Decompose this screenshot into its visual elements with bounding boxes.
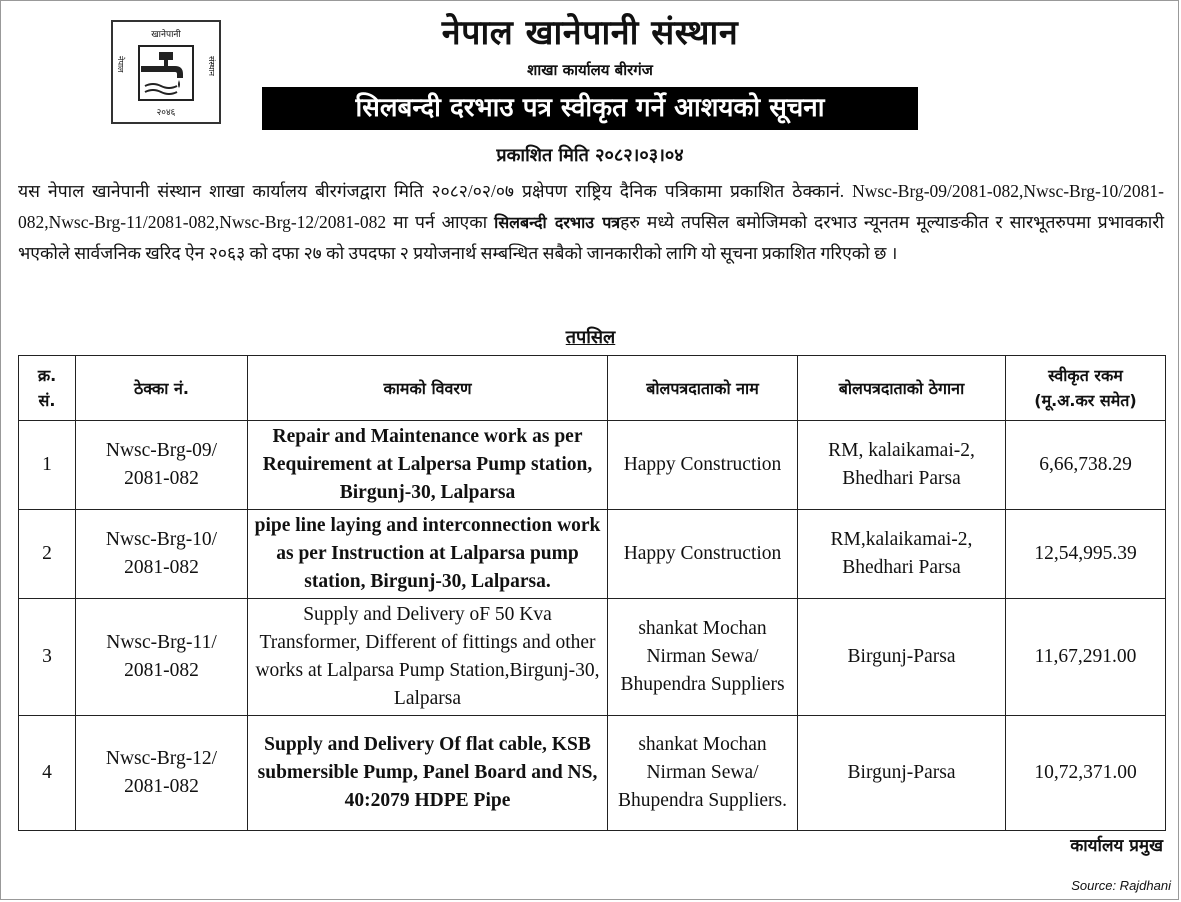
cell-amount: 11,67,291.00 (1006, 599, 1166, 716)
table-row (19, 421, 1166, 510)
header-sn: क्र. सं. (19, 356, 76, 421)
cell-amount: 12,54,995.39 (1006, 510, 1166, 599)
signature-office-chief: कार्यालय प्रमुख (1070, 836, 1163, 856)
cell-description: Supply and Delivery Of flat cable, KSB submersible Pump, Panel Board and NS, 40:2079 HDPE Pipe (248, 716, 608, 831)
logo-left-text: नेपाल (116, 56, 125, 73)
cell-bidder-name: Happy Construction (608, 421, 798, 510)
branch-office: शाखा कार्यालय बीरगंज (527, 61, 653, 79)
cell-contract-no: Nwsc-Brg-10/ 2081-082 (76, 510, 248, 599)
notice-body (18, 176, 1164, 269)
logo-right-text: संस्थान (207, 56, 216, 76)
cell-sn: 4 (19, 716, 76, 831)
cell-contract-no: Nwsc-Brg-12/ 2081-082 (76, 716, 248, 831)
cell-bidder-name: shankat Mochan Nirman Sewa/ Bhupendra Suppliers. (608, 716, 798, 831)
cell-sn: 2 (19, 510, 76, 599)
cell-bidder-address: Birgunj-Parsa (798, 716, 1006, 831)
water-tap-icon (135, 42, 197, 104)
header-description: कामको विवरण (248, 356, 608, 421)
cell-amount: 10,72,371.00 (1006, 716, 1166, 831)
table-row (19, 510, 1166, 599)
header-bidder-name: बोलपत्रदाताको नाम (608, 356, 798, 421)
header-bidder-address: बोलपत्रदाताको ठेगाना (798, 356, 1006, 421)
table-row (19, 716, 1166, 831)
cell-contract-no: Nwsc-Brg-09/ 2081-082 (76, 421, 248, 510)
notice-body-part2: हरु मध्ये तपसिल बमोजिमको दरभाउ न्यूनतम मूल्याङकीत र सारभूतरुपमा प्रभावकारी भएकोले सार्वजनिक खरिद ऐन २०६३ को दफा २७ को उपदफा २ प्रयोजनार्थ सम्बन्धित सबैको जानकारीको लागि यो सूचना प्रकाशित गरिएको छ । (18, 211, 1164, 263)
notice-body-bold: सिलबन्दी दरभाउ पत्र (494, 212, 621, 232)
organization-name: नेपाल खानेपानी संस्थान (441, 13, 739, 53)
published-date: प्रकाशित मिति २०८२।०३।०४ (496, 145, 684, 166)
cell-contract-no: Nwsc-Brg-11/ 2081-082 (76, 599, 248, 716)
organization-logo (111, 20, 221, 124)
header-contract-no: ठेक्का नं. (76, 356, 248, 421)
cell-sn: 3 (19, 599, 76, 716)
cell-description: Repair and Maintenance work as per Requirement at Lalpersa Pump station, Birgunj-30, Lalparsa (248, 421, 608, 510)
logo-year: २०४६ (156, 108, 176, 118)
table-header-row (19, 356, 1166, 421)
cell-bidder-address: RM, kalaikamai-2, Bhedhari Parsa (798, 421, 1006, 510)
source-credit: Source: Rajdhani (1071, 878, 1171, 893)
cell-description: pipe line laying and interconnection work as per Instruction at Lalparsa pump station, Birgunj-30, Lalparsa. (248, 510, 608, 599)
header-amount: स्वीकृत रकम (मू.अ.कर समेत) (1006, 356, 1166, 421)
cell-amount: 6,66,738.29 (1006, 421, 1166, 510)
table-row (19, 599, 1166, 716)
section-title-text: तपसिल (565, 327, 616, 348)
cell-bidder-address: Birgunj-Parsa (798, 599, 1006, 716)
tender-table (18, 355, 1166, 831)
cell-bidder-name: Happy Construction (608, 510, 798, 599)
logo-top-text: खानेपानी (151, 30, 181, 40)
notice-title-banner: सिलबन्दी दरभाउ पत्र स्वीकृत गर्ने आशयको सूचना (262, 87, 918, 130)
cell-bidder-address: RM,kalaikamai-2, Bhedhari Parsa (798, 510, 1006, 599)
section-title (0, 325, 1181, 349)
cell-description: Supply and Delivery oF 50 Kva Transformer, Different of fittings and other works at Lalparsa Pump Station,Birgunj-30, Lalparsa (248, 599, 608, 716)
cell-sn: 1 (19, 421, 76, 510)
notice-body-part1: यस नेपाल खानेपानी संस्थान शाखा कार्यालय बीरगंजद्वारा मिति २०८२/०२/०७ प्रक्षेपण राष्ट्रिय दैनिक पत्रिकामा प्रकाशित ठेक्कानं. Nwsc-Brg-09/2081-082,Nwsc-Brg-10/2081-082,Nwsc-Brg-11/2081-082,Nwsc-Brg-12/2081-082 मा पर्न आएका (18, 181, 1164, 232)
cell-bidder-name: shankat Mochan Nirman Sewa/ Bhupendra Suppliers (608, 599, 798, 716)
